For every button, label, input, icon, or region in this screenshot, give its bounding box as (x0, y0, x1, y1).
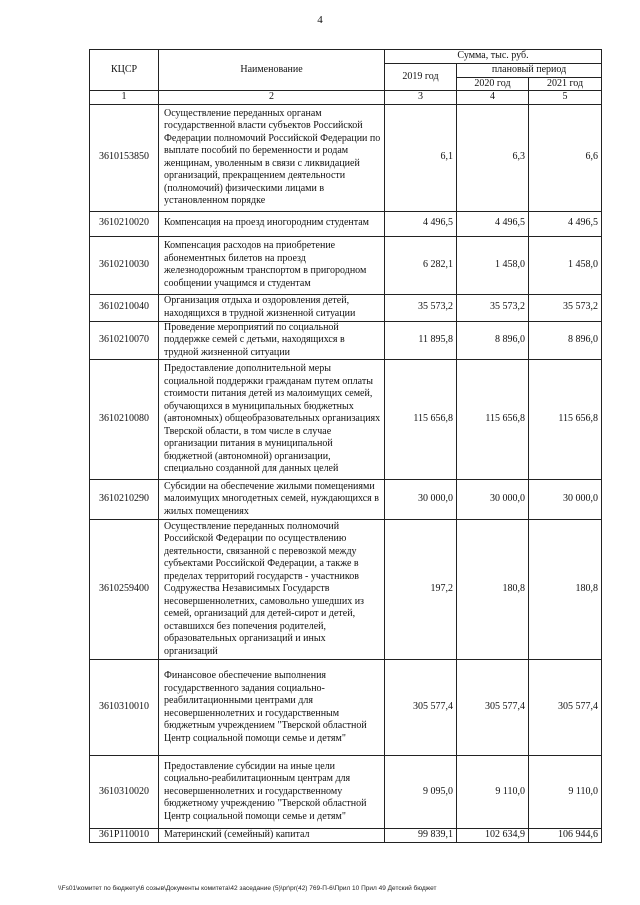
footer-file-path: \\Fs01\комитет по бюджету\6 созыв\Документы комитета\42 заседание (5)\pr\pr(42) 769-П-6\Прил 10 Прил 49 Детский бюджет (58, 885, 437, 892)
table-row (90, 520, 602, 660)
row-code: 3610210080 (90, 360, 159, 480)
row-value-2021: 115 656,8 (529, 360, 602, 480)
row-value-2019: 4 496,5 (385, 211, 457, 236)
row-value-2021: 4 496,5 (529, 211, 602, 236)
row-value-2021: 6,6 (529, 104, 602, 211)
row-value-2019: 99 839,1 (385, 829, 457, 843)
row-name: Предоставление дополнительной меры социальной поддержки гражданам путем оплаты стоимости питания детей из малоимущих семей, обучающихся в муниципальных бюджетных (автономных) общеобразовательных организациях Тверской области, в том числе в случае организации питания в муниципальной бюджетной (автономной) организации, специально созданной для данных целей (159, 360, 385, 480)
table-row (90, 236, 602, 294)
column-index: 2 (159, 91, 385, 105)
row-value-2020: 1 458,0 (457, 236, 529, 294)
table-row (90, 294, 602, 321)
row-value-2021: 106 944,6 (529, 829, 602, 843)
page-number: 4 (317, 14, 323, 26)
column-index: 4 (457, 91, 529, 105)
row-value-2020: 8 896,0 (457, 321, 529, 360)
row-name: Предоставление субсидии на иные цели социально-реабилитационным центрам для несовершеннолетних и государственному бюджетному учреждению "Тверской областной Центр социальной помощи семье и детям" (159, 756, 385, 829)
table-row (90, 756, 602, 829)
row-value-2021: 9 110,0 (529, 756, 602, 829)
header-sum: Сумма, тыс. руб. (385, 50, 602, 64)
table-row (90, 480, 602, 520)
header-year-2019: 2019 год (385, 64, 457, 91)
row-code: 3610153850 (90, 104, 159, 211)
table-row (90, 104, 602, 211)
row-value-2021: 1 458,0 (529, 236, 602, 294)
row-value-2019: 305 577,4 (385, 660, 457, 756)
row-value-2020: 115 656,8 (457, 360, 529, 480)
row-name: Осуществление переданных полномочий Российской Федерации по осуществлению деятельности, связанной с перевозкой между субъектами Российской Федерации, а также в пределах территорий государств - участников Содружества Независимых Государств несовершеннолетних, самовольно ушедших из семей, организаций для детей-сирот и детей, оставшихся без попечения родителей, образовательных организаций и иных организаций (159, 520, 385, 660)
row-code: 3610310020 (90, 756, 159, 829)
row-value-2020: 102 634,9 (457, 829, 529, 843)
row-code: 361P110010 (90, 829, 159, 843)
row-value-2019: 30 000,0 (385, 480, 457, 520)
row-value-2021: 305 577,4 (529, 660, 602, 756)
row-value-2021: 8 896,0 (529, 321, 602, 360)
row-value-2019: 6,1 (385, 104, 457, 211)
row-name: Осуществление переданных органам государственной власти субъектов Российской Федерации полномочий Российской Федерации по выплате пособий по беременности и родам женщинам, уволенным в связи с ликвидацией организаций, прекращением деятельности (полномочий) физическими лицами в установленном порядке (159, 104, 385, 211)
row-code: 3610210030 (90, 236, 159, 294)
row-value-2020: 35 573,2 (457, 294, 529, 321)
row-name: Компенсация расходов на приобретение абонементных билетов на проезд железнодорожным транспортом в пригородном сообщении учащимся и студентам (159, 236, 385, 294)
row-value-2020: 9 110,0 (457, 756, 529, 829)
row-code: 3610210020 (90, 211, 159, 236)
table-row (90, 211, 602, 236)
row-value-2019: 35 573,2 (385, 294, 457, 321)
row-code: 3610210040 (90, 294, 159, 321)
row-value-2021: 30 000,0 (529, 480, 602, 520)
budget-table (89, 49, 602, 843)
row-value-2020: 180,8 (457, 520, 529, 660)
row-value-2019: 115 656,8 (385, 360, 457, 480)
row-value-2020: 4 496,5 (457, 211, 529, 236)
row-value-2019: 11 895,8 (385, 321, 457, 360)
row-value-2019: 9 095,0 (385, 756, 457, 829)
row-name: Организация отдыха и оздоровления детей, находящихся в трудной жизненной ситуации (159, 294, 385, 321)
table-row (90, 321, 602, 360)
row-value-2020: 305 577,4 (457, 660, 529, 756)
row-name: Материнский (семейный) капитал (159, 829, 385, 843)
row-value-2019: 197,2 (385, 520, 457, 660)
header-planning-period: плановый период (457, 64, 602, 78)
table-row (90, 660, 602, 756)
column-index: 3 (385, 91, 457, 105)
row-value-2021: 180,8 (529, 520, 602, 660)
row-code: 3610210290 (90, 480, 159, 520)
table-row (90, 829, 602, 843)
row-value-2021: 35 573,2 (529, 294, 602, 321)
row-value-2020: 30 000,0 (457, 480, 529, 520)
header-code: КЦСР (90, 50, 159, 91)
row-code: 3610259400 (90, 520, 159, 660)
table-row (90, 360, 602, 480)
header-name: Наименование (159, 50, 385, 91)
column-index: 1 (90, 91, 159, 105)
row-code: 3610310010 (90, 660, 159, 756)
row-name: Проведение мероприятий по социальной поддержке семей с детьми, находящихся в трудной жизненной ситуации (159, 321, 385, 360)
row-name: Финансовое обеспечение выполнения государственного задания социально-реабилитационными центрами для несовершеннолетних и государственным бюджетным учреждением "Тверской областной Центр социальной помощи семье и детям" (159, 660, 385, 756)
row-name: Субсидии на обеспечение жилыми помещениями малоимущих многодетных семей, нуждающихся в жилых помещениях (159, 480, 385, 520)
row-value-2020: 6,3 (457, 104, 529, 211)
column-index: 5 (529, 91, 602, 105)
header-year-2020: 2020 год (457, 77, 529, 91)
row-value-2019: 6 282,1 (385, 236, 457, 294)
row-code: 3610210070 (90, 321, 159, 360)
row-name: Компенсация на проезд иногородним студентам (159, 211, 385, 236)
header-year-2021: 2021 год (529, 77, 602, 91)
